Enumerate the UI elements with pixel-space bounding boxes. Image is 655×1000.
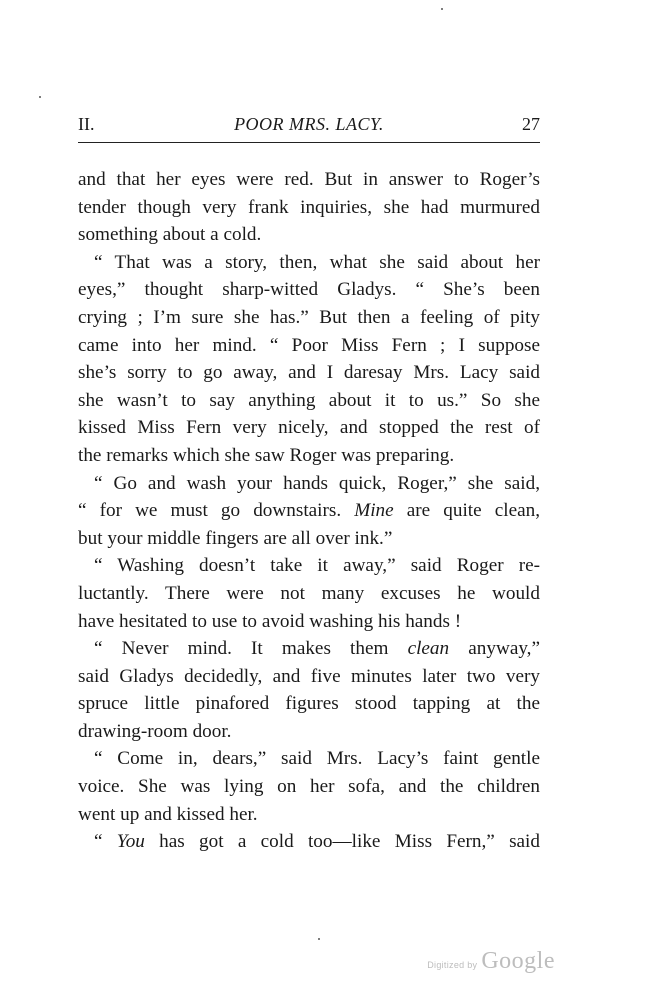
text-line xyxy=(78,608,540,636)
text-segment: but your middle fingers are all over ink.” xyxy=(78,527,393,549)
running-header xyxy=(78,112,540,136)
text-segment: she wasn’t to say anything about it to us.” So she xyxy=(78,389,540,411)
italic-text: Mine xyxy=(354,500,394,522)
text-line xyxy=(78,470,540,498)
text-segment: “ Washing doesn’t take it away,” said Roger re- xyxy=(94,555,540,577)
text-segment: luctantly. There were not many excuses he would xyxy=(78,582,540,604)
watermark-small-text: Digitized by xyxy=(427,960,478,970)
text-segment: voice. She was lying on her sofa, and the children xyxy=(78,776,540,798)
chapter-number: II. xyxy=(78,114,95,134)
text-segment: “ for we must go downstairs. xyxy=(78,500,355,522)
text-line xyxy=(78,359,540,387)
text-segment: eyes,” thought sharp-witted Gladys. “ She’s been xyxy=(78,279,540,301)
scan-speck xyxy=(441,8,443,10)
text-line xyxy=(78,718,540,746)
text-segment: and that her eyes were red. But in answer to Roger’s xyxy=(78,169,540,190)
text-segment: has got a cold too—like Miss Fern,” said xyxy=(144,831,540,853)
text-segment: tender though very frank inquiries, she had murmured xyxy=(78,196,540,218)
text-line xyxy=(78,442,540,470)
text-line xyxy=(78,497,540,525)
text-line xyxy=(78,276,540,304)
scan-speck xyxy=(318,938,320,940)
text-line xyxy=(78,304,540,332)
text-line xyxy=(78,663,540,691)
text-segment: crying ; I’m sure she has.” But then a feeling of pity xyxy=(78,306,540,328)
digitized-watermark xyxy=(427,948,555,975)
text-segment: are quite clean, xyxy=(393,500,540,522)
text-segment: said Gladys decidedly, and five minutes later two very xyxy=(78,665,540,687)
text-segment: “ xyxy=(94,831,117,853)
text-segment: anyway,” xyxy=(449,638,540,660)
text-line xyxy=(78,773,540,801)
italic-text: You xyxy=(116,831,145,853)
text-line xyxy=(78,690,540,718)
google-logo: Google xyxy=(481,948,555,974)
text-segment: “ Go and wash your hands quick, Roger,” she said, xyxy=(94,472,540,494)
text-segment: drawing-room door. xyxy=(78,720,232,742)
text-line xyxy=(78,525,540,553)
header-rule xyxy=(78,142,540,143)
page-number: 27 xyxy=(522,114,540,134)
text-line xyxy=(78,552,540,580)
text-segment: something about a cold. xyxy=(78,224,262,246)
text-line xyxy=(78,387,540,415)
text-line xyxy=(78,828,540,856)
text-segment: “ Come in, dears,” said Mrs. Lacy’s faint gentle xyxy=(94,748,540,770)
scan-speck xyxy=(39,96,41,98)
text-segment: spruce little pinafored figures stood tapping at the xyxy=(78,693,540,715)
text-line xyxy=(78,580,540,608)
text-line xyxy=(78,221,540,249)
body-text xyxy=(78,166,540,856)
text-segment: kissed Miss Fern very nicely, and stopped the rest of xyxy=(78,417,540,439)
text-segment: the remarks which she saw Roger was preparing. xyxy=(78,444,455,466)
text-segment: have hesitated to use to avoid washing his hands ! xyxy=(78,610,462,632)
text-segment: “ Never mind. It makes them xyxy=(94,638,408,660)
text-line xyxy=(78,332,540,360)
text-segment: she’s sorry to go away, and I daresay Mrs. Lacy said xyxy=(78,362,540,384)
text-line xyxy=(78,745,540,773)
italic-text: clean xyxy=(407,638,450,660)
text-line xyxy=(78,414,540,442)
text-line xyxy=(78,249,540,277)
text-line xyxy=(78,166,540,194)
text-line xyxy=(78,635,540,663)
text-line xyxy=(78,801,540,829)
text-segment: “ That was a story, then, what she said about her xyxy=(94,251,540,273)
text-segment: went up and kissed her. xyxy=(78,803,258,825)
text-line xyxy=(78,194,540,222)
text-segment: came into her mind. “ Poor Miss Fern ; I suppose xyxy=(78,334,540,356)
running-title: POOR MRS. LACY. xyxy=(234,114,384,134)
